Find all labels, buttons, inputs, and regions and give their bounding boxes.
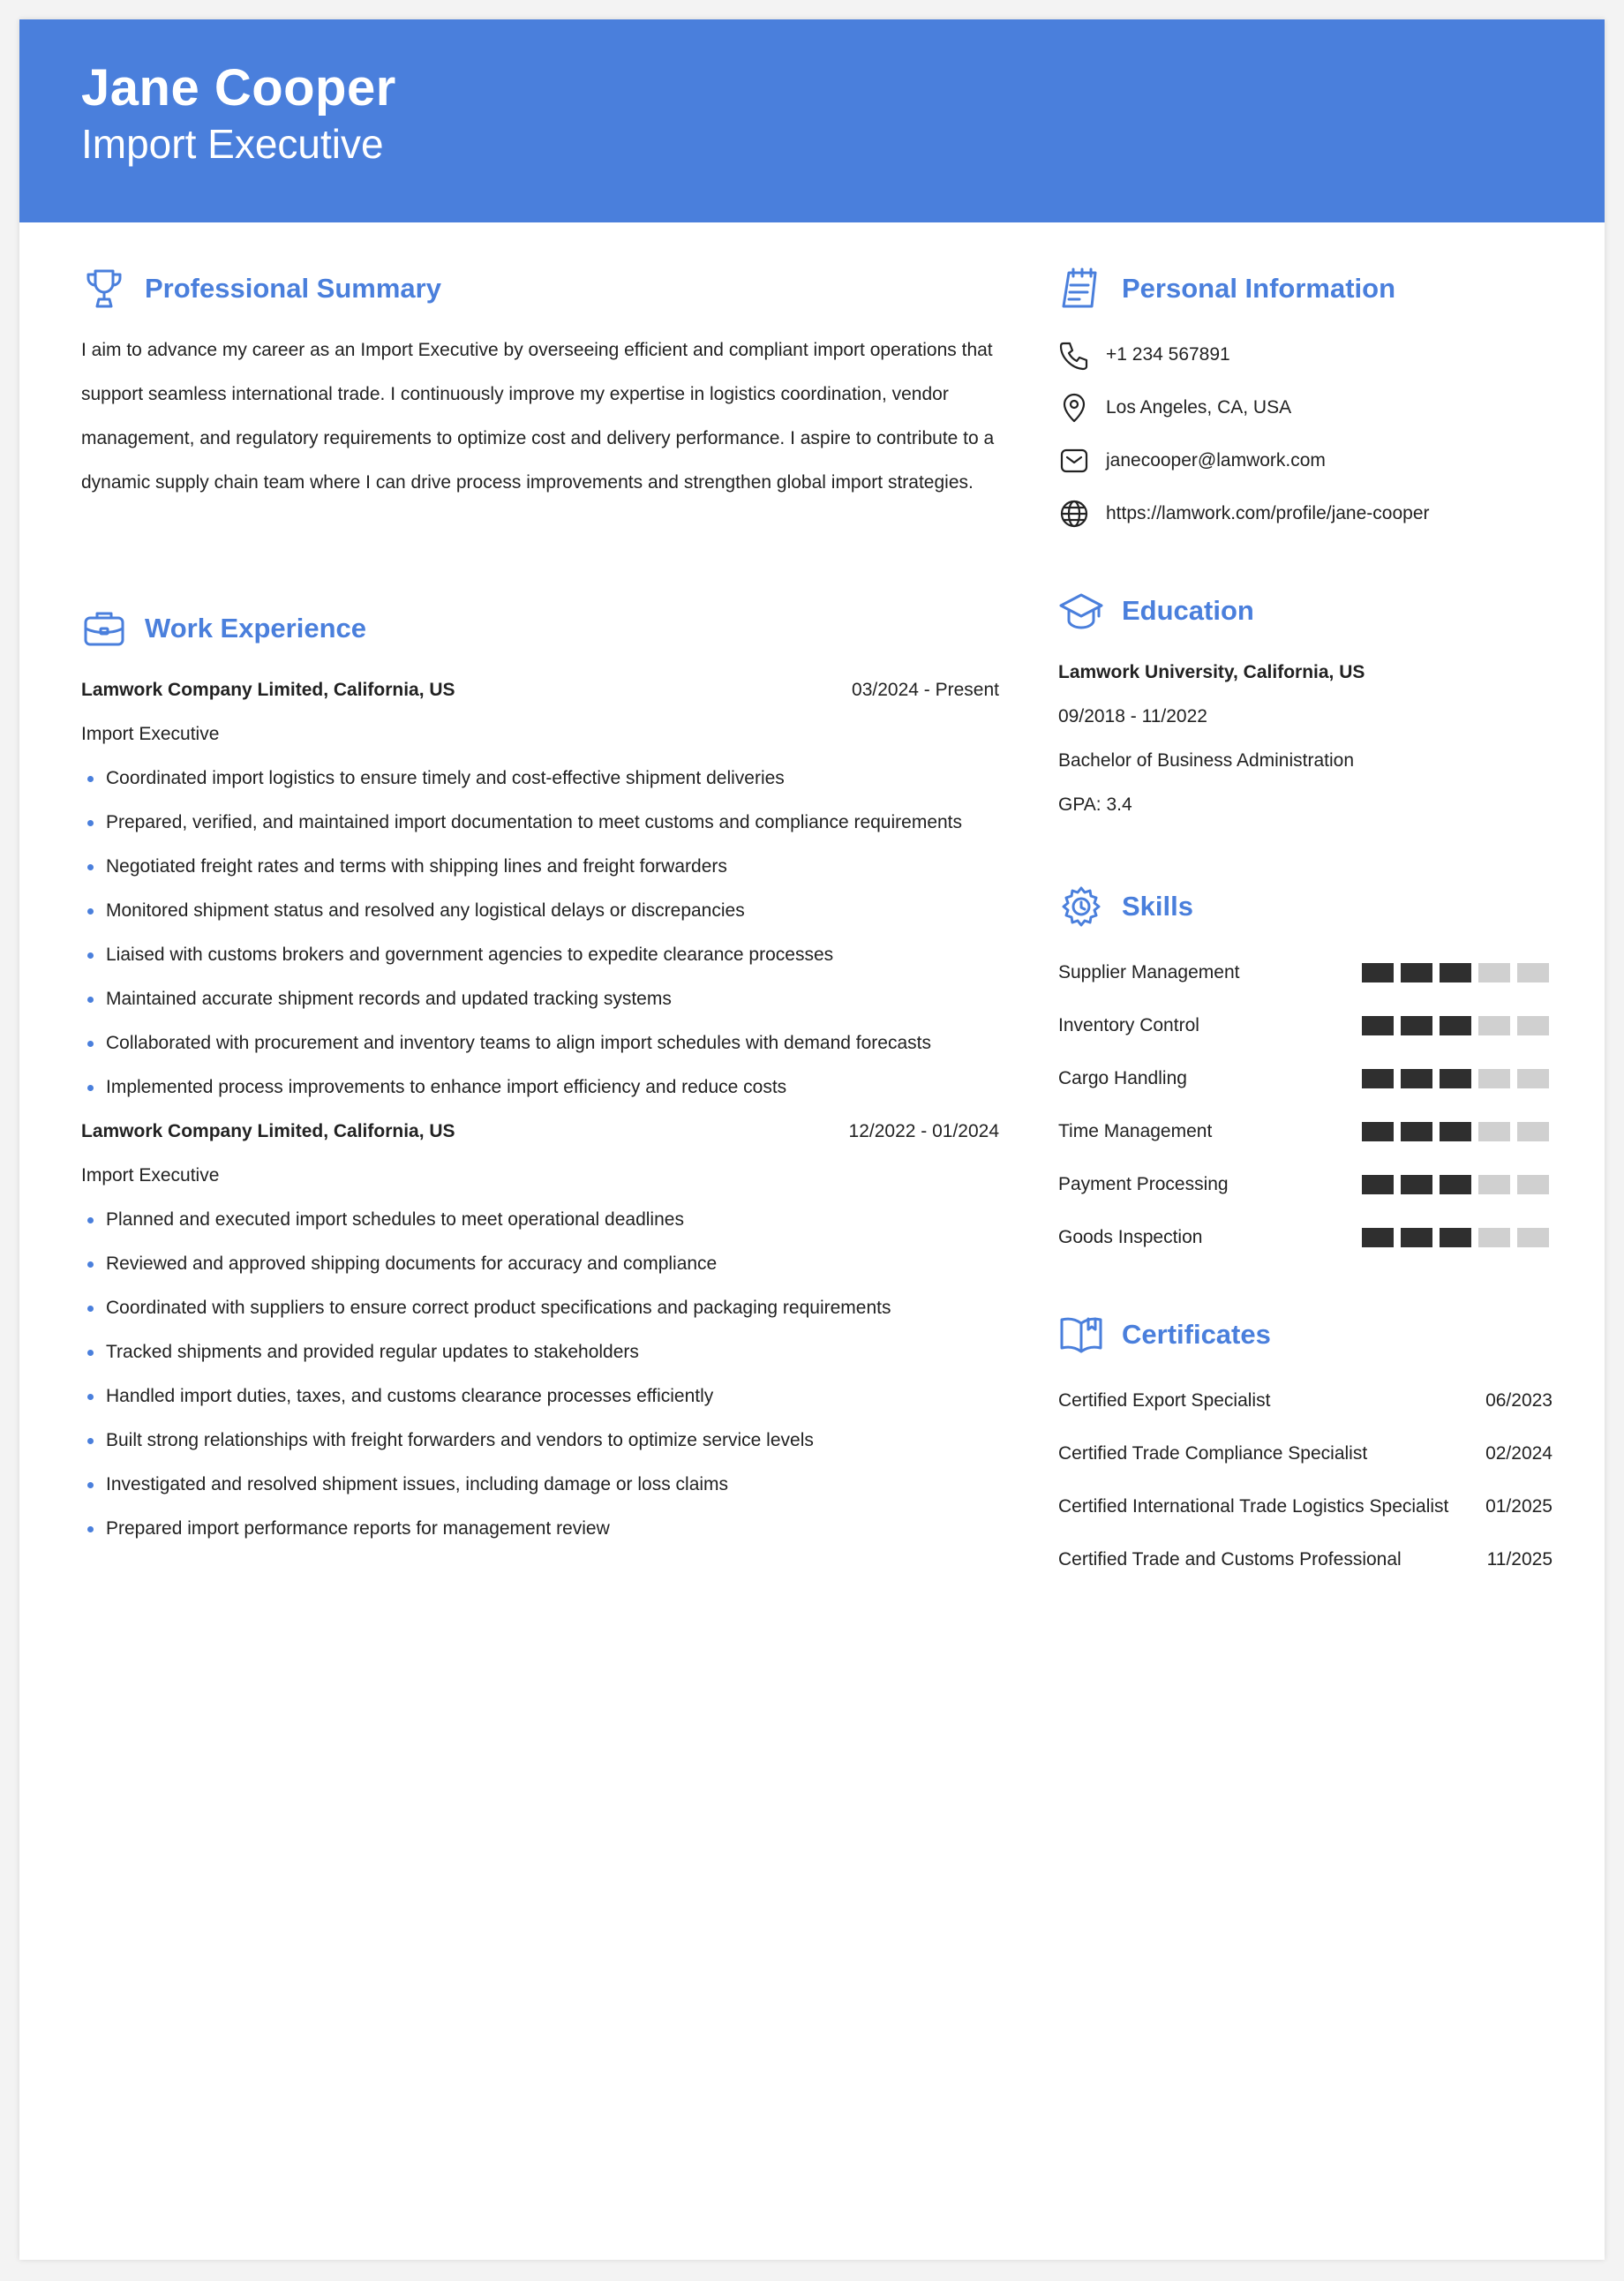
email-text: janecooper@lamwork.com	[1106, 450, 1326, 471]
skill-level-meter	[1362, 1016, 1549, 1035]
job-bullet: Investigated and resolved shipment issues, including damage or loss claims	[81, 1463, 999, 1507]
certificate-name: Certified Trade and Customs Professional	[1058, 1549, 1402, 1570]
job-role: Import Executive	[81, 724, 220, 744]
summary-text: I aim to advance my career as an Import Executive by overseeing efficient and compliant import operations that support seamless international trade. I continuously improve my expertise in logistics coordination, vendor management, and regulatory requirements to optimize cost and delivery performance. I aspire to contribute to a dynamic supply chain team where I can drive process improvements and strengthen global import strategies.	[81, 340, 995, 493]
skill-bar-filled	[1362, 1175, 1394, 1194]
right-column	[1058, 267, 1553, 1586]
skill-level-meter	[1362, 1069, 1549, 1088]
skill-bar-empty	[1478, 1175, 1510, 1194]
skill-bar-filled	[1401, 1122, 1432, 1141]
certificate-date: 02/2024	[1485, 1443, 1553, 1464]
job-bullet: Tracked shipments and provided regular updates to stakeholders	[81, 1330, 999, 1374]
globe-icon	[1058, 498, 1090, 530]
candidate-role: Import Executive	[81, 121, 384, 167]
location-text: Los Angeles, CA, USA	[1106, 397, 1292, 418]
skill-name: Cargo Handling	[1058, 1068, 1187, 1088]
summary-title: Professional Summary	[145, 273, 441, 304]
job-bullet: Prepared, verified, and maintained import documentation to meet customs and compliance requirements	[81, 801, 999, 845]
skills-list	[1058, 946, 1553, 1264]
skill-item	[1058, 1158, 1553, 1211]
skill-level-meter	[1362, 1175, 1549, 1194]
certificate-date: 06/2023	[1485, 1390, 1553, 1411]
trophy-icon	[81, 266, 127, 312]
skill-bar-filled	[1440, 1016, 1471, 1035]
personal-section	[1058, 267, 1553, 589]
certificate-date: 11/2025	[1486, 1549, 1553, 1570]
website-text: https://lamwork.com/profile/jane-cooper	[1106, 503, 1430, 523]
skill-bar-empty	[1517, 963, 1549, 982]
job-bullet: Planned and executed import schedules to meet operational deadlines	[81, 1198, 999, 1242]
skill-bar-empty	[1478, 1122, 1510, 1141]
job-bullet: Liaised with customs brokers and government agencies to expedite clearance processes	[81, 933, 999, 977]
phone-text: +1 234 567891	[1106, 344, 1230, 365]
job-company: Lamwork Company Limited, California, US	[81, 680, 455, 700]
skill-bar-filled	[1362, 963, 1394, 982]
education-degree: Bachelor of Business Administration	[1058, 750, 1355, 771]
job-bullet: Coordinated import logistics to ensure timely and cost-effective shipment deliveries	[81, 757, 999, 801]
skill-name: Payment Processing	[1058, 1174, 1229, 1194]
location-pin-icon	[1058, 392, 1090, 424]
job-role: Import Executive	[81, 1165, 220, 1186]
skill-level-meter	[1362, 1122, 1549, 1141]
skill-item	[1058, 1105, 1553, 1158]
skills-section	[1058, 885, 1553, 1313]
skill-bar-empty	[1517, 1122, 1549, 1141]
gear-icon	[1058, 884, 1104, 930]
book-icon	[1058, 1312, 1104, 1358]
skill-bar-empty	[1517, 1069, 1549, 1088]
certificate-name: Certified Export Specialist	[1058, 1390, 1271, 1411]
phone-icon	[1058, 339, 1090, 371]
contact-phone[interactable]	[1058, 328, 1553, 381]
job-bullet: Maintained accurate shipment records and updated tracking systems	[81, 977, 999, 1021]
certificate-item	[1058, 1480, 1553, 1533]
mail-icon	[1058, 445, 1090, 477]
skill-bar-empty	[1478, 1228, 1510, 1247]
summary-section	[81, 267, 999, 606]
graduation-cap-icon	[1058, 588, 1104, 634]
skill-bar-filled	[1440, 1228, 1471, 1247]
skill-item	[1058, 1211, 1553, 1264]
skill-bar-filled	[1440, 1069, 1471, 1088]
skill-bar-empty	[1478, 1069, 1510, 1088]
certificate-item	[1058, 1533, 1553, 1586]
job-entry	[81, 668, 999, 1110]
skill-bar-filled	[1401, 1228, 1432, 1247]
personal-title: Personal Information	[1122, 273, 1396, 304]
skill-name: Time Management	[1058, 1121, 1213, 1141]
skill-item	[1058, 999, 1553, 1052]
education-dates: 09/2018 - 11/2022	[1058, 706, 1207, 726]
skill-bar-filled	[1362, 1069, 1394, 1088]
briefcase-icon	[81, 606, 127, 651]
job-bullet: Handled import duties, taxes, and customs clearance processes efficiently	[81, 1374, 999, 1419]
skill-item	[1058, 1052, 1553, 1105]
job-bullet: Reviewed and approved shipping documents for accuracy and compliance	[81, 1242, 999, 1286]
skill-bar-filled	[1362, 1016, 1394, 1035]
job-bullet: Collaborated with procurement and inventory teams to align import schedules with demand forecasts	[81, 1021, 999, 1065]
profile-card-icon	[1058, 266, 1104, 312]
skill-level-meter	[1362, 963, 1549, 982]
skill-bar-filled	[1440, 963, 1471, 982]
contact-website[interactable]	[1058, 487, 1553, 540]
job-bullet: Prepared import performance reports for management review	[81, 1507, 999, 1551]
skill-name: Inventory Control	[1058, 1015, 1199, 1035]
contact-location	[1058, 381, 1553, 434]
skill-item	[1058, 946, 1553, 999]
job-dates: 03/2024 - Present	[852, 680, 999, 700]
certificate-date: 01/2025	[1485, 1496, 1553, 1517]
skill-bar-empty	[1478, 963, 1510, 982]
skill-name: Supplier Management	[1058, 962, 1240, 982]
job-bullet: Monitored shipment status and resolved any logistical delays or discrepancies	[81, 889, 999, 933]
job-bullets	[81, 1198, 999, 1551]
certificate-name: Certified Trade Compliance Specialist	[1058, 1443, 1368, 1464]
experience-section	[81, 606, 999, 1551]
education-title: Education	[1122, 595, 1254, 626]
education-school: Lamwork University, California, US	[1058, 662, 1365, 682]
skill-bar-filled	[1401, 963, 1432, 982]
job-bullet: Built strong relationships with freight forwarders and vendors to optimize service levels	[81, 1419, 999, 1463]
skill-bar-empty	[1517, 1228, 1549, 1247]
job-entry	[81, 1110, 999, 1551]
education-section	[1058, 589, 1553, 885]
skill-bar-filled	[1401, 1069, 1432, 1088]
job-bullet: Coordinated with suppliers to ensure correct product specifications and packaging requirements	[81, 1286, 999, 1330]
skill-bar-empty	[1478, 1016, 1510, 1035]
skill-level-meter	[1362, 1228, 1549, 1247]
skill-bar-filled	[1362, 1122, 1394, 1141]
education-gpa: GPA: 3.4	[1058, 794, 1132, 815]
left-column	[81, 267, 999, 1551]
job-bullet: Negotiated freight rates and terms with shipping lines and freight forwarders	[81, 845, 999, 889]
certificates-section	[1058, 1313, 1553, 1586]
skill-bar-filled	[1401, 1016, 1432, 1035]
skill-bar-empty	[1517, 1175, 1549, 1194]
resume-page	[19, 19, 1605, 2260]
certificate-name: Certified International Trade Logistics Specialist	[1058, 1496, 1449, 1517]
contact-email[interactable]	[1058, 434, 1553, 487]
job-company: Lamwork Company Limited, California, US	[81, 1121, 455, 1141]
skill-bar-filled	[1440, 1175, 1471, 1194]
skill-bar-filled	[1401, 1175, 1432, 1194]
skill-bar-filled	[1362, 1228, 1394, 1247]
certificate-item	[1058, 1374, 1553, 1427]
skill-name: Goods Inspection	[1058, 1227, 1203, 1247]
skill-bar-filled	[1440, 1122, 1471, 1141]
skill-bar-empty	[1517, 1016, 1549, 1035]
certificate-item	[1058, 1427, 1553, 1480]
job-bullet: Implemented process improvements to enhance import efficiency and reduce costs	[81, 1065, 999, 1110]
skills-title: Skills	[1122, 891, 1193, 922]
experience-title: Work Experience	[145, 613, 366, 644]
certificates-title: Certificates	[1122, 1319, 1271, 1350]
job-bullets	[81, 757, 999, 1110]
candidate-name: Jane Cooper	[81, 59, 396, 117]
resume-header	[19, 19, 1605, 222]
job-dates: 12/2022 - 01/2024	[848, 1121, 999, 1141]
